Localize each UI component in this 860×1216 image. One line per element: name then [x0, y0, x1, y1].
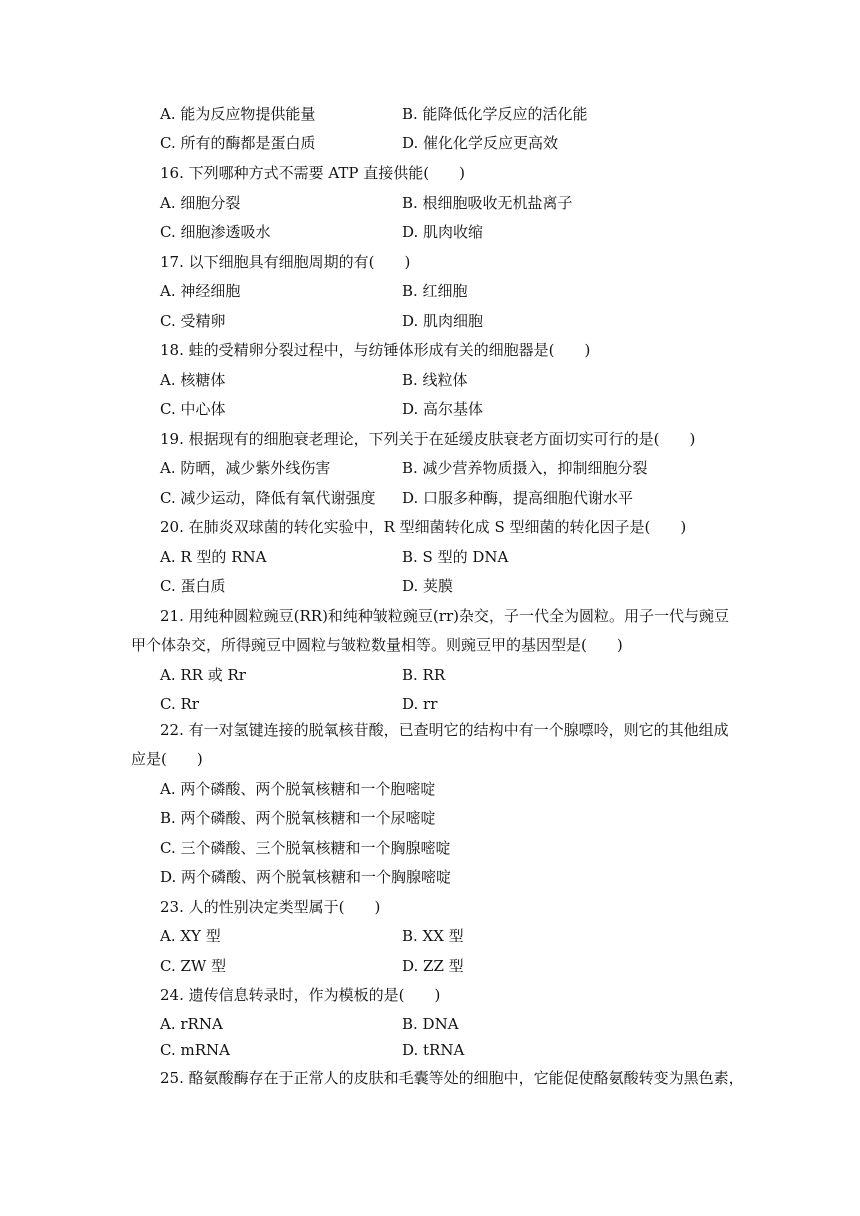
q16-option-c: C. 细胞渗透吸水 [160, 223, 271, 241]
q18-option-a: A. 核糖体 [160, 371, 226, 389]
q16-option-b: B. 根细胞吸收无机盐离子 [402, 194, 573, 212]
q23-option-d: D. ZZ 型 [402, 957, 464, 975]
q21-option-d: D. rr [402, 695, 438, 713]
q19-option-b: B. 减少营养物质摄入，抑制细胞分裂 [402, 459, 648, 477]
q21-option-a: A. RR 或 Rr [160, 666, 246, 684]
q18-stem: 18. 蛙的受精卵分裂过程中，与纺锤体形成有关的细胞器是( ) [160, 341, 591, 359]
q17-option-d: D. 肌肉细胞 [402, 312, 484, 330]
q21-stem-line1: 21. 用纯种圆粒豌豆(RR)和纯种皱粒豌豆(rr)杂交，子一代全为圆粒。用子一代与豌豆 [160, 607, 729, 625]
q16-option-d: D. 肌肉收缩 [402, 223, 484, 241]
q23-stem: 23. 人的性别决定类型属于( ) [160, 898, 381, 916]
q24-option-b: B. DNA [402, 1015, 459, 1033]
q16-option-a: A. 细胞分裂 [160, 194, 241, 212]
q24-option-c: C. mRNA [160, 1041, 230, 1059]
q18-option-b: B. 线粒体 [402, 371, 468, 389]
q22-option-b: B. 两个磷酸、两个脱氧核糖和一个尿嘧啶 [160, 809, 436, 827]
q19-option-c: C. 减少运动，降低有氧代谢强度 [160, 489, 376, 507]
q22-option-c: C. 三个磷酸、三个脱氧核糖和一个胸腺嘧啶 [160, 839, 451, 857]
q17-option-c: C. 受精卵 [160, 312, 226, 330]
q20-option-d: D. 荚膜 [402, 577, 454, 595]
q18-option-c: C. 中心体 [160, 400, 226, 418]
q17-option-b: B. 红细胞 [402, 282, 468, 300]
q24-option-d: D. tRNA [402, 1041, 465, 1059]
q22-option-d: D. 两个磷酸、两个脱氧核糖和一个胸腺嘧啶 [160, 868, 452, 886]
q23-option-c: C. ZW 型 [160, 957, 227, 975]
q15-option-c: C. 所有的酶都是蛋白质 [160, 134, 316, 152]
q21-option-c: C. Rr [160, 695, 199, 713]
q19-option-d: D. 口服多种酶，提高细胞代谢水平 [402, 489, 634, 507]
q20-option-a: A. R 型的 RNA [160, 548, 267, 566]
q22-stem-line2: 应是( ) [131, 750, 203, 768]
q21-option-b: B. RR [402, 666, 446, 684]
q21-stem-line2: 甲个体杂交，所得豌豆中圆粒与皱粒数量相等。则豌豆甲的基因型是( ) [131, 636, 623, 654]
q20-option-c: C. 蛋白质 [160, 577, 226, 595]
q20-option-b: B. S 型的 DNA [402, 548, 509, 566]
q19-stem: 19. 根据现有的细胞衰老理论，下列关于在延缓皮肤衰老方面切实可行的是( ) [160, 430, 696, 448]
q15-option-a: A. 能为反应物提供能量 [160, 105, 316, 123]
q15-option-d: D. 催化化学反应更高效 [402, 134, 559, 152]
q16-stem: 16. 下列哪种方式不需要 ATP 直接供能( ) [160, 164, 465, 182]
q20-stem: 20. 在肺炎双球菌的转化实验中，R 型细菌转化成 S 型细菌的转化因子是( ) [160, 518, 687, 536]
q24-stem: 24. 遗传信息转录时，作为模板的是( ) [160, 986, 441, 1004]
q23-option-b: B. XX 型 [402, 927, 464, 945]
q25-stem-line1: 25. 酪氨酸酶存在于正常人的皮肤和毛囊等处的细胞中，它能促使酪氨酸转变为黑色素， [160, 1069, 744, 1087]
q17-stem: 17. 以下细胞具有细胞周期的有( ) [160, 253, 411, 271]
q22-option-a: A. 两个磷酸、两个脱氧核糖和一个胞嘧啶 [160, 780, 436, 798]
q24-option-a: A. rRNA [160, 1015, 223, 1033]
q22-stem-line1: 22. 有一对氢键连接的脱氧核苷酸，已查明它的结构中有一个腺嘌呤，则它的其他组成 [160, 721, 729, 739]
q19-option-a: A. 防晒，减少紫外线伤害 [160, 459, 331, 477]
q15-option-b: B. 能降低化学反应的活化能 [402, 105, 588, 123]
q17-option-a: A. 神经细胞 [160, 282, 241, 300]
q23-option-a: A. XY 型 [160, 927, 221, 945]
q18-option-d: D. 高尔基体 [402, 400, 484, 418]
